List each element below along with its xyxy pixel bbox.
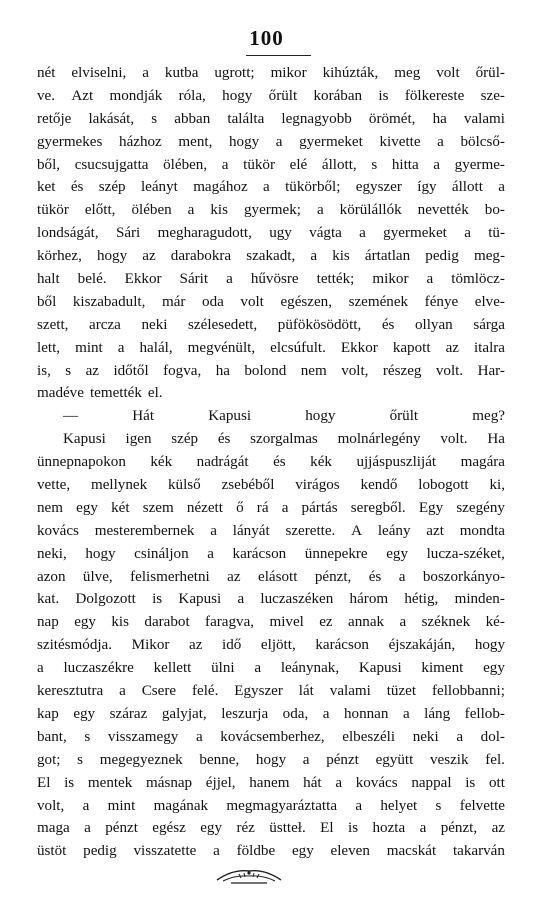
- printer-ornament-icon: [213, 865, 285, 887]
- text-line: ből kiszabadult, már oda volt egészen, szemének fénye elve-: [37, 293, 505, 310]
- text-line: halt belé. Ekkor Sárit a hűvösre tették; mikor a tömlöcz-: [37, 271, 505, 288]
- text-line: kat. Dolgozott is Kapusi a luczaszéken három hétig, minden-: [37, 591, 505, 608]
- text-line: madéve temették el.: [37, 385, 163, 402]
- text-line: ket és szép leányt magához a tükörből; egyszer így állott a: [37, 179, 505, 196]
- text-line: maga a pénzt egész egy réz üstteł. El is hozta a pénzt, az: [37, 820, 505, 837]
- text-line: üstöt pedig visszatette a földbe egy eleven macskát takarván: [37, 843, 505, 860]
- text-line: a luczaszékre kellett ülni a leánynak, Kapusi kiment egy: [37, 660, 505, 677]
- text-line: szitésmódja. Mikor az idő eljött, karácson éjszakáján, hogy: [37, 637, 505, 654]
- text-line: nét elviselni, a kutba ugrott; mikor kihúzták, meg volt őrül-: [37, 65, 505, 81]
- text-line: is, s az időtől fogva, ha bolond nem volt, részeg volt. Har-: [37, 362, 505, 379]
- text-line: nap egy kis darabot faragva, mivel ez annak a széknek ké-: [37, 614, 505, 631]
- text-line: bant, s visszamegy a kovácsemberhez, elbeszéli neki a dol-: [37, 728, 505, 745]
- text-line: londságát, Sári megharagudott, ugy vágta a gyermeket a tü-: [37, 225, 505, 242]
- text-line: El is mentek másnap éjjel, hanem hát a kovács nappal is ott: [37, 774, 505, 791]
- text-line: retője lakását, s abban találta legnagyobb örömét, ha valami: [37, 110, 505, 127]
- text-line: neki, hogy csináljon a karácson ünnepekre egy lucza-széket,: [37, 545, 505, 562]
- text-line: Kapusi igen szép és szorgalmas molnárlegény volt. Ha: [63, 431, 505, 448]
- text-line: got; s megegyeznek benne, hogy a pénzt együtt veszik fel.: [37, 751, 505, 768]
- text-line: ve. Azt mondják róla, hogy őrült korában is fölkereste sze-: [37, 87, 505, 104]
- page-number-rule: [246, 55, 311, 56]
- text-line: kap egy száraz galyjat, leszurja oda, a honnan a láng fellob-: [37, 705, 505, 722]
- text-line: nem egy két szem nézett ő rá a pártás seregből. Egy szegény: [37, 499, 505, 516]
- text-line: volt, a mint magának megmagyaráztatta a helyet s felvette: [37, 797, 505, 814]
- text-line: ünnepnapokon kék nadrágát és kék ujjáspuszliját magára: [37, 454, 505, 471]
- text-line: ből, csucsujgatta ölében, a tükör elé állott, s hitta a gyerme-: [37, 156, 505, 173]
- text-line: kovács mesterembernek a lányát szerette. A leány azt mondta: [37, 522, 505, 539]
- text-line: keresztutra a Csere felé. Egyszer lát valami tüzet fellobbanni;: [37, 683, 505, 700]
- text-line: vette, mellynek külső zsebéből virágos kendő lobogott ki,: [37, 477, 505, 494]
- text-line: gyermekes házhoz ment, hogy a gyermeket kivette a bölcső-: [37, 133, 505, 150]
- body-text: [37, 62, 505, 863]
- text-line: — Hát Kapusi hogy őrült meg?: [63, 408, 505, 425]
- text-line: szett, arcza neki szélesedett, püfökösödött, és ollyan sárga: [37, 316, 505, 333]
- text-line: tükör előtt, ölében a kis gyermek; a körülállók nevették bo-: [37, 202, 505, 219]
- text-line: azon ülve, felismerhetni az elásott pénzt, és a boszorkányo-: [37, 568, 505, 585]
- text-line: lett, mint a halál, megvénült, elcsúfult. Ekkor kapott az italra: [37, 339, 505, 356]
- text-line: körhez, hogy az darabokra szakadt, a kis ártatlan pedig meg-: [37, 248, 505, 265]
- page-number: 100: [249, 26, 284, 50]
